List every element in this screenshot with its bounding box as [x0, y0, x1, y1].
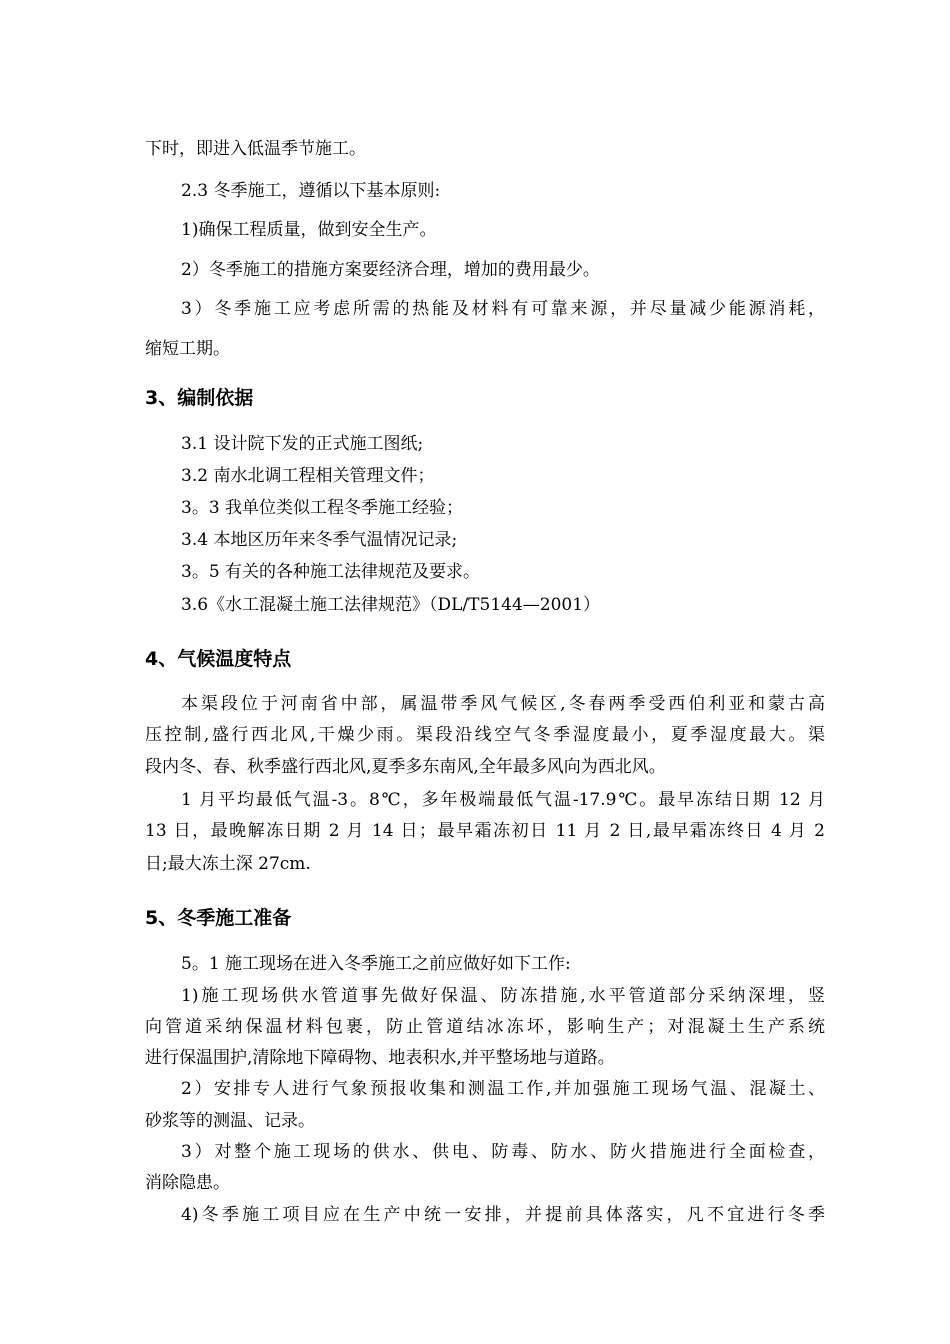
section-heading: 5、冬季施工准备 [145, 907, 292, 929]
section-heading: 3、编制依据 [145, 387, 254, 409]
section-heading: 4、气候温度特点 [145, 648, 292, 670]
basis-item: 3。3 我单位类似工程冬季施工经验； [181, 498, 464, 518]
paragraph-line: 13 日，最晚解冻日期 2 月 14 日；最早霜冻初日 11 月 2 日,最早霜冻终日 4 月 2 [145, 821, 825, 841]
paragraph-line: 日;最大冻土深 27cm. [145, 854, 311, 874]
principle-item: 1)确保工程质量，做到安全生产。 [181, 220, 437, 240]
basis-item: 3.6《水工混凝土施工法律规范》（DL/T5144—2001） [181, 595, 601, 615]
paragraph-line: 1)施工现场供水管道事先做好保温、防冻措施,水平管道部分采纳深埋，竖 [181, 986, 825, 1006]
basis-item: 3。5 有关的各种施工法律规范及要求。 [181, 562, 481, 582]
paragraph-line: 下时，即进入低温季节施工。 [145, 139, 366, 159]
paragraph-line: 4)冬季施工项目应在生产中统一安排，并提前具体落实，凡不宜进行冬季 [181, 1205, 825, 1225]
paragraph-line: 本渠段位于河南省中部，属温带季风气候区,冬春两季受西伯利亚和蒙古高 [181, 694, 825, 714]
paragraph-line: 2）安排专人进行气象预报收集和测温工作,并加强施工现场气温、混凝土、 [181, 1079, 825, 1099]
principle-item: 3）冬季施工应考虑所需的热能及材料有可靠来源，并尽量减少能源消耗， [181, 299, 825, 319]
paragraph-line: 消除隐患。 [145, 1173, 230, 1193]
paragraph-line: 进行保温围护,清除地下障碍物、地表积水,并平整场地与道路。 [145, 1048, 615, 1068]
principle-heading: 2.3 冬季施工，遵循以下基本原则: [181, 181, 441, 201]
basis-item: 3.4 本地区历年来冬季气温情况记录; [181, 530, 458, 550]
paragraph-line: 1 月平均最低气温-3。8℃，多年极端最低气温-17.9℃。最早冻结日期 12 月 [181, 790, 825, 810]
principle-item-continuation: 缩短工期。 [145, 339, 230, 359]
paragraph-line: 压控制,盛行西北风,干燥少雨。渠段沿线空气冬季湿度最小，夏季湿度最大。渠 [145, 725, 825, 745]
paragraph-line: 5。1 施工现场在进入冬季施工之前应做好如下工作: [181, 954, 571, 974]
basis-item: 3.2 南水北调工程相关管理文件； [181, 466, 435, 486]
paragraph-line: 段内冬、春、秋季盛行西北风,夏季多东南风,全年最多风向为西北风。 [145, 757, 666, 777]
paragraph-line: 向管道采纳保温材料包裹，防止管道结冰冻坏，影响生产；对混凝土生产系统 [145, 1017, 825, 1037]
paragraph-line: 3）对整个施工现场的供水、供电、防毒、防水、防火措施进行全面检查， [181, 1142, 825, 1162]
principle-item: 2）冬季施工的措施方案要经济合理，增加的费用最少。 [181, 260, 600, 280]
paragraph-line: 砂浆等的测温、记录。 [145, 1111, 315, 1131]
basis-item: 3.1 设计院下发的正式施工图纸; [181, 434, 424, 454]
